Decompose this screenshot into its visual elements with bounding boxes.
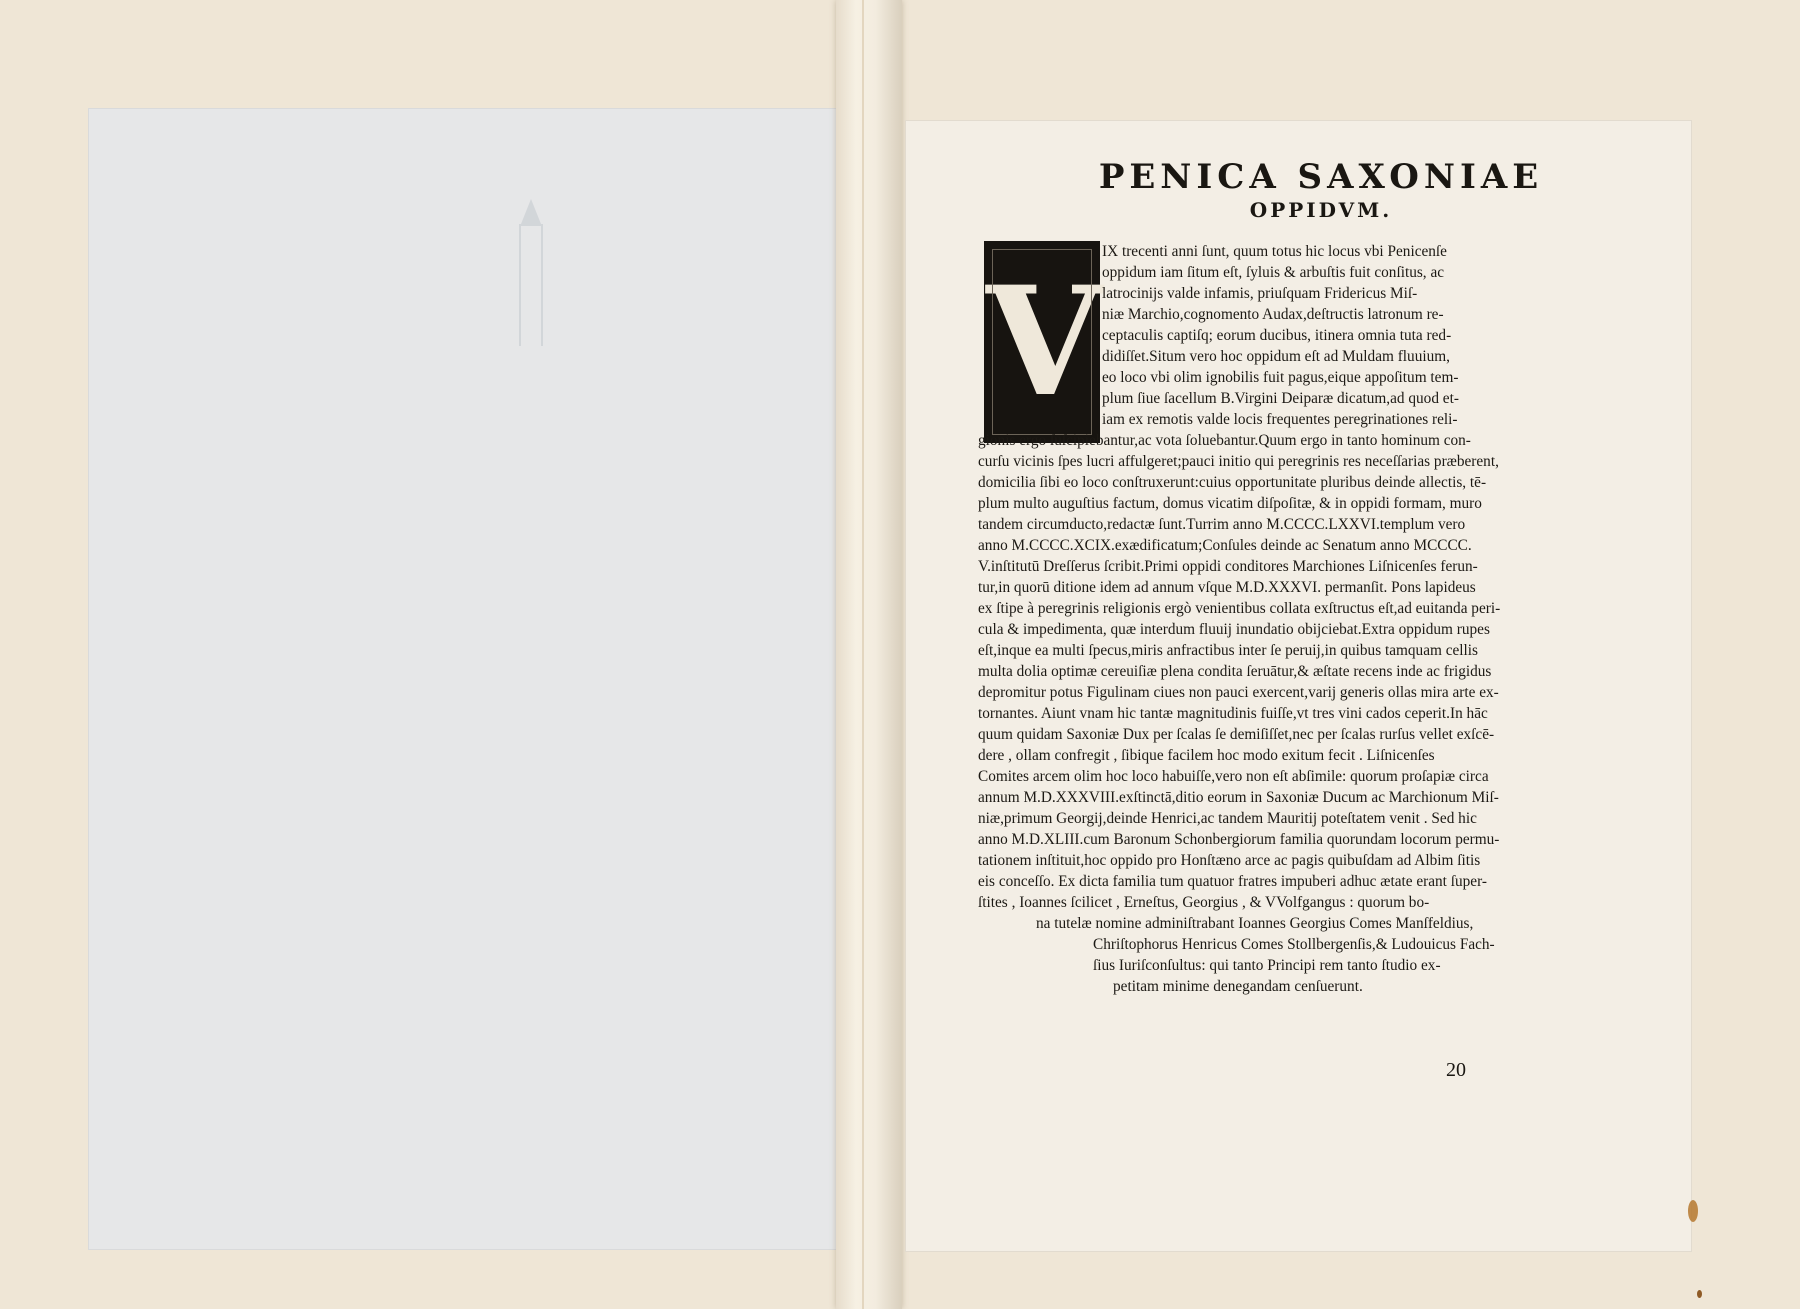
text-line: tationem inſtituit,hoc oppido pro Honſtæno arce ac pagis quibuſdam ad Albim ſitis: [978, 852, 1481, 869]
text-line: oppidum iam ſitum eſt, ſyluis & arbuſtis fuit conſitus, ac: [1102, 264, 1445, 281]
book-gutter: [836, 0, 902, 1309]
bleed-through-tower: [519, 224, 543, 346]
text-line: dere , ollam confregit , ſibique facilem hoc modo exitum fecit . Liſnicenſes: [978, 747, 1435, 764]
text-line: niæ Marchio,cognomento Audax,deſtructis latronum re-: [1102, 306, 1444, 323]
text-line: ſius Iuriſconſultus: qui tanto Principi rem tanto ſtudio ex-: [1093, 957, 1441, 974]
text-line: plum ſiue ſacellum B.Virgini Deiparæ dicatum,ad quod et-: [1102, 390, 1459, 407]
paper-stain: [1688, 1200, 1698, 1222]
text-line: tur,in quorū ditione idem ad annum vſque M.D.XXXVI. permanſit. Pons lapideus: [978, 579, 1476, 596]
text-line: tandem circumducto,redactæ ſunt.Turrim anno M.CCCC.LXXVI.templum vero: [978, 516, 1466, 533]
text-line: quum quidam Saxoniæ Dux per ſcalas ſe demiſiſſet,nec per ſcalas rurſus vellet exſcē-: [978, 726, 1495, 743]
text-line: anno M.D.XLIII.cum Baronum Schonbergiorum familia quorundam locorum permu-: [978, 831, 1500, 848]
text-line: annum M.D.XXXVIII.exſtinctā,ditio eorum in Saxoniæ Ducum ac Marchionum Miſ-: [978, 789, 1499, 806]
text-line: IX trecenti anni ſunt, quum totus hic locus vbi Penicenſe: [1102, 243, 1447, 260]
text-line: ex ſtipe à peregrinis religionis ergò venientibus collata exſtructus eſt,ad euitanda peri-: [978, 600, 1501, 617]
left-page-verso: [88, 108, 850, 1250]
text-line: curſu vicinis ſpes lucri affulgeret;pauci initio qui peregrinis res neceſſarias præberent,: [978, 453, 1499, 470]
text-line: domicilia ſibi eo loco conſtruxerunt:cuius opportunitate pluribus deinde allectis, tē-: [978, 474, 1487, 491]
text-line: didiſſet.Situm vero hoc oppidum eſt ad Muldam fluuium,: [1102, 348, 1450, 365]
body-text: [978, 241, 1618, 997]
text-line: tornantes. Aiunt vnam hic tantæ magnitudinis fuiſſe,vt tres vini cados ceperit.In hāc: [978, 705, 1488, 722]
text-line: Chriſtophorus Henricus Comes Stollbergenſis,& Ludouicus Fach-: [1093, 936, 1495, 953]
text-line: eſt,inque ea multi ſpecus,miris anfractibus inter ſe peruij,in quibus tamquam cellis: [978, 642, 1478, 659]
text-line: anno M.CCCC.XCIX.exædificatum;Conſules deinde ac Senatum anno MCCCC.: [978, 537, 1472, 554]
gutter-fold: [862, 0, 864, 1309]
decorated-initial: V: [984, 241, 1100, 443]
text-line: ceptaculis captiſq; eorum ducibus, itinera omnia tuta red-: [1102, 327, 1452, 344]
text-line: V.inſtitutū Dreſſerus ſcribit.Primi oppidi conditores Marchiones Liſnicenſes ferun-: [978, 558, 1478, 575]
text-line: depromitur potus Figulinam ciues non pauci exercent,varij generis ollas mira arte ex-: [978, 684, 1499, 701]
text-line: latrocinijs valde infamis, priuſquam Fridericus Miſ-: [1102, 285, 1418, 302]
paper-stain: [1697, 1290, 1702, 1298]
page-number: 20: [1446, 1059, 1466, 1081]
right-page: [905, 120, 1692, 1252]
text-line: eo loco vbi olim ignobilis fuit pagus,eique appoſitum tem-: [1102, 369, 1459, 386]
page-title: PENICA SAXONIAE: [1098, 157, 1544, 197]
text-line: plum multo auguſtius factum, domus vicatim diſpoſitæ, & in oppidi formam, muro: [978, 495, 1482, 512]
bleed-through-spire: [521, 199, 541, 224]
text-line: ſtites , Ioannes ſcilicet , Erneſtus, Georgius , & VVolfgangus : quorum bo-: [978, 894, 1430, 911]
text-line: cula & impedimenta, quæ interdum fluuij inundatio obijciebat.Extra oppidum rupes: [978, 621, 1490, 638]
text-line: Comites arcem olim hoc loco habuiſſe,vero non eſt abſimile: quorum proſapiæ circa: [978, 768, 1489, 785]
text-line: niæ,primum Georgij,deinde Henrici,ac tandem Mauritij poteſtatem venit . Sed hic: [978, 810, 1477, 827]
text-line: petitam minime denegandam cenſuerunt.: [1113, 978, 1363, 995]
text-line: eis conceſſo. Ex dicta familia tum quatuor fratres impuberi adhuc ætate erant ſuper-: [978, 873, 1487, 890]
text-line: multa dolia optimæ cereuiſiæ plena condita ſeruātur,& æſtate recens inde ac frigidus: [978, 663, 1492, 680]
text-line: gionis ergo ſuſcipiebantur,ac vota ſoluebantur.Quum ergo in tanto hominum con-: [978, 432, 1471, 449]
page-subtitle: OPPIDVM.: [1249, 198, 1393, 222]
text-line: iam ex remotis valde locis frequentes peregrinationes reli-: [1102, 411, 1458, 428]
text-line: na tutelæ nomine adminiſtrabant Ioannes Georgius Comes Manſfeldius,: [1036, 915, 1474, 932]
